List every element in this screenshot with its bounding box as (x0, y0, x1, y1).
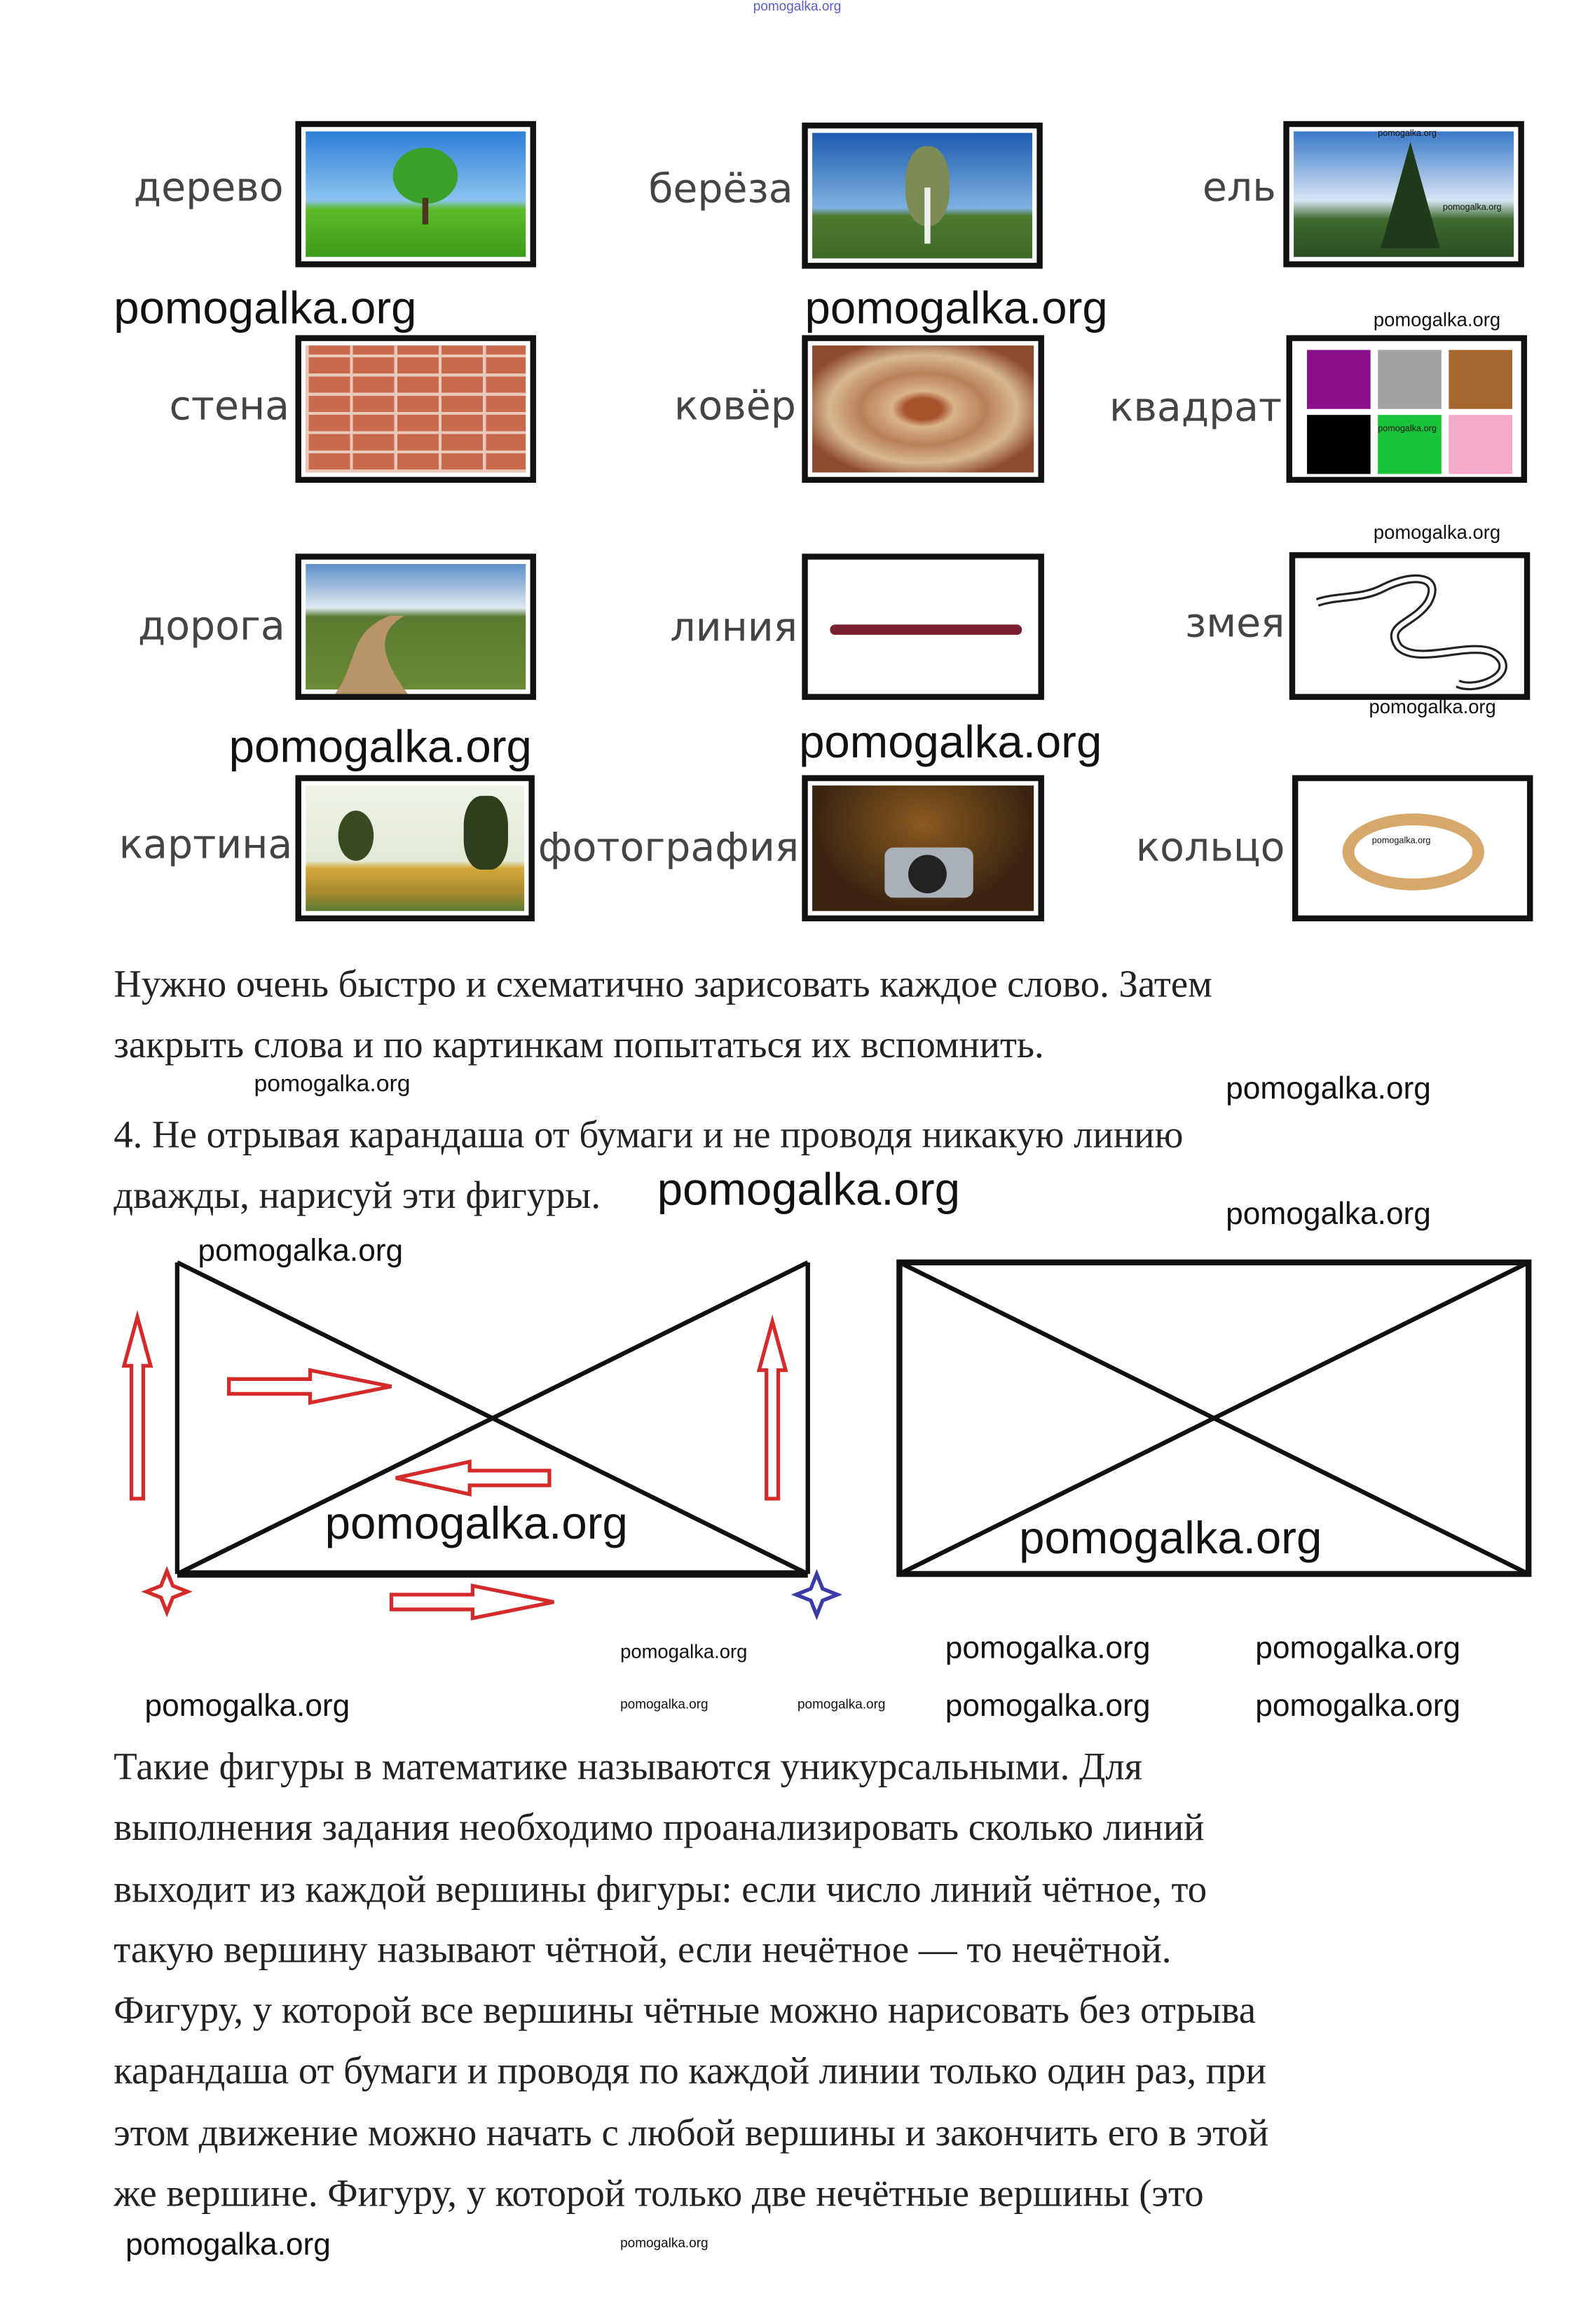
word-label: кольцо (1135, 825, 1285, 872)
color-square (1307, 415, 1371, 474)
spruce-photo (1283, 121, 1524, 268)
task-heading: 4. Не отрывая карандаша от бумаги и не проводя никакую линию (114, 1113, 1184, 1157)
word-label: линия (670, 605, 798, 652)
brick-wall-photo (295, 335, 536, 483)
snake-drawing (1289, 552, 1531, 700)
watermark: pomogalka.org (1226, 1071, 1431, 1106)
watermark: pomogalka.org (1442, 203, 1502, 213)
paragraph-line: этом движение можно начать с любой вершины и закончить его в этой (114, 2111, 1269, 2154)
arrow-up-icon (124, 1317, 151, 1499)
watermark: pomogalka.org (945, 1631, 1151, 1666)
watermark: pomogalka.org (1255, 1689, 1461, 1724)
watermark: pomogalka.org (1255, 1631, 1461, 1666)
paragraph-line: Нужно очень быстро и схематично зарисовать каждое слово. Затем (114, 963, 1212, 1006)
camera-photo (802, 775, 1044, 921)
arrow-left-icon (396, 1462, 549, 1494)
paragraph-line: Фигуру, у которой все вершины чётные можно нарисовать без отрыва (114, 1988, 1257, 2032)
word-label: дорога (137, 603, 285, 650)
watermark: pomogalka.org (805, 282, 1108, 334)
paragraph-line: же вершине. Фигуру, у которой только две нечётные вершины (это (114, 2171, 1204, 2215)
paragraph-line: такую вершину называют чётной, если нечётное — то нечётной. (114, 1928, 1172, 1972)
watermark: pomogalka.org (620, 1640, 748, 1663)
watermark: pomogalka.org (620, 1696, 708, 1712)
word-label: ель (1202, 165, 1276, 212)
word-label: ковёр (674, 383, 796, 430)
road-photo (295, 554, 536, 700)
end-star-icon (796, 1574, 837, 1615)
paragraph-line: Такие фигуры в математике называются уникурсальными. Для (114, 1745, 1142, 1789)
watermark: pomogalka.org (1373, 308, 1501, 331)
arrow-up-icon (759, 1321, 786, 1499)
watermark: pomogalka.org (144, 1689, 350, 1724)
word-label: дерево (133, 165, 284, 212)
watermark: pomogalka.org (1019, 1511, 1322, 1564)
watermark: pomogalka.org (1378, 425, 1437, 434)
watermark: pomogalka.org (1378, 130, 1437, 139)
word-label: картина (118, 822, 293, 869)
arrow-right-icon (391, 1586, 554, 1618)
watermark: pomogalka.org (799, 716, 1102, 768)
watermark: pomogalka.org (945, 1689, 1151, 1724)
top-watermark: pomogalka.org (753, 0, 842, 13)
watermark: pomogalka.org (1226, 1197, 1431, 1232)
watermark: pomogalka.org (1369, 695, 1496, 718)
birch-photo (802, 123, 1043, 269)
word-label: стена (169, 383, 290, 430)
color-squares (1287, 335, 1528, 483)
word-label: фотография (538, 825, 800, 872)
watermark: pomogalka.org (797, 1696, 886, 1712)
paragraph-line: закрыть слова и по картинкам попытаться их вспомнить. (114, 1023, 1044, 1066)
carpet-photo (802, 335, 1044, 483)
watermark: pomogalka.org (228, 720, 532, 773)
watermark: pomogalka.org (324, 1497, 628, 1549)
word-label: змея (1184, 600, 1285, 647)
start-star-icon (146, 1571, 188, 1612)
color-square (1307, 350, 1371, 408)
watermark: pomogalka.org (657, 1163, 960, 1216)
watermark: pomogalka.org (114, 282, 417, 334)
watermark: pomogalka.org (125, 2228, 331, 2262)
watermark: pomogalka.org (254, 1071, 411, 1097)
color-square (1449, 350, 1512, 408)
word-label: квадрат (1109, 385, 1282, 432)
line-drawing (802, 554, 1044, 700)
paragraph-line: выходит из каждой вершины фигуры: если число линий чётное, то (114, 1867, 1207, 1911)
color-square (1378, 350, 1442, 408)
watermark: pomogalka.org (1371, 837, 1431, 846)
color-square (1378, 415, 1442, 474)
paragraph-line: выполнения задания необходимо проанализировать сколько линий (114, 1806, 1205, 1849)
watermark: pomogalka.org (1373, 521, 1501, 544)
arrow-right-icon (229, 1370, 392, 1403)
task-heading: дважды, нарисуй эти фигуры. (114, 1174, 601, 1217)
tree-photo (295, 121, 536, 268)
paragraph-line: карандаша от бумаги и проводя по каждой линии только один раз, при (114, 2049, 1266, 2093)
word-label: берёза (648, 167, 793, 213)
watermark: pomogalka.org (620, 2235, 708, 2250)
color-square (1449, 415, 1512, 474)
ring-photo (1292, 775, 1533, 921)
watermark: pomogalka.org (198, 1234, 404, 1269)
painting-photo (295, 775, 534, 921)
